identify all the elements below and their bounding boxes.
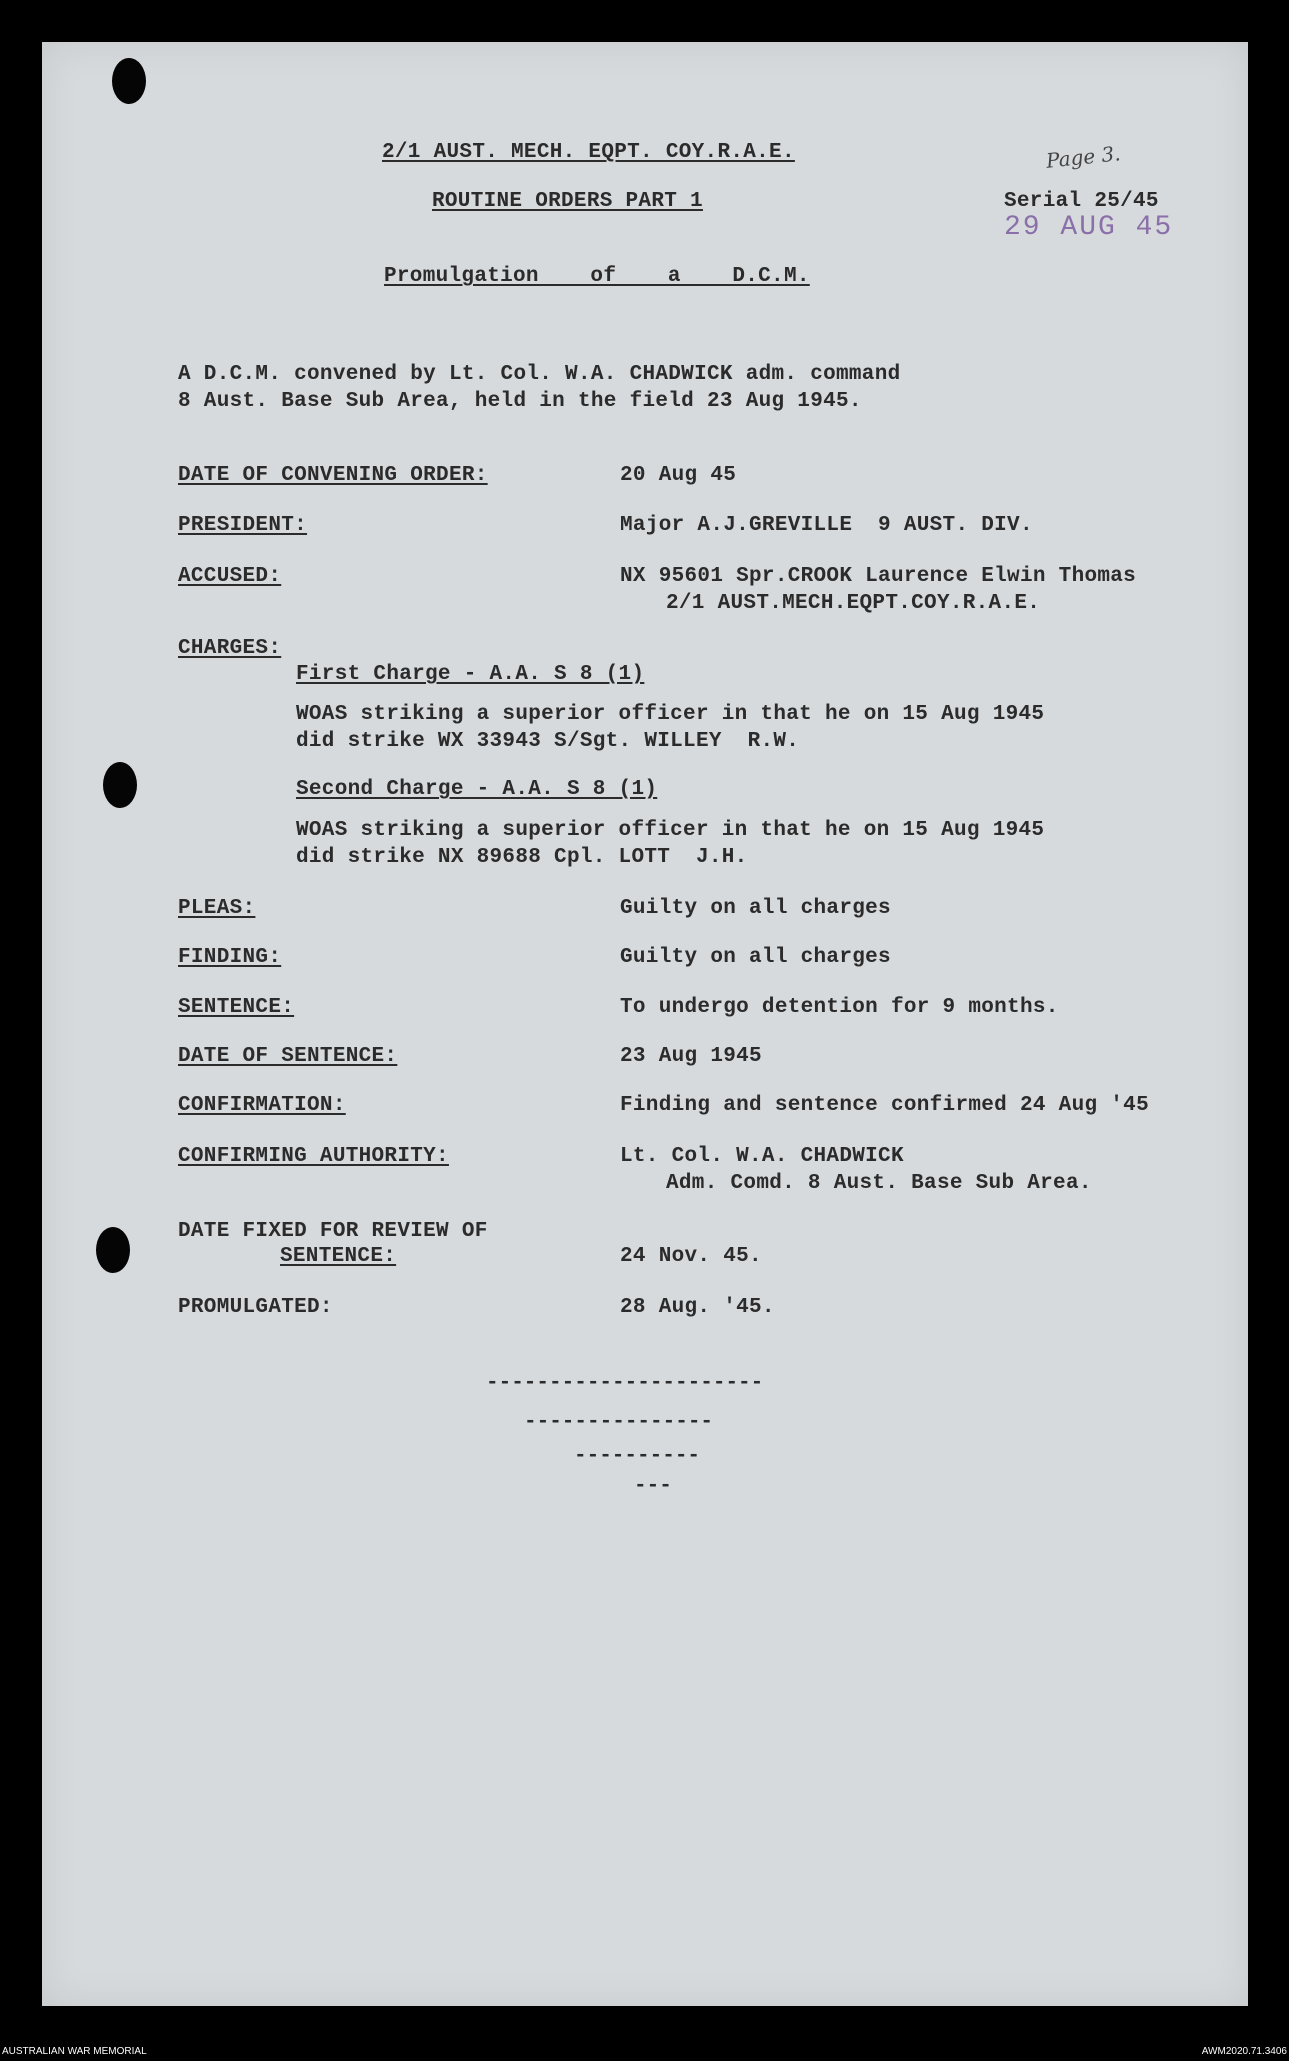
pleas-value: Guilty on all charges <box>620 897 891 920</box>
confirming-authority-value-2: Adm. Comd. 8 Aust. Base Sub Area. <box>666 1172 1092 1195</box>
page-note: Page 3. <box>1044 141 1122 173</box>
unit-heading: 2/1 AUST. MECH. EQPT. COY.R.A.E. <box>382 141 795 164</box>
charge-2-line-2: did strike NX 89688 Cpl. LOTT J.H. <box>296 846 748 869</box>
footer-credit: AUSTRALIAN WAR MEMORIAL <box>2 2046 147 2057</box>
confirming-authority-value-1: Lt. Col. W.A. CHADWICK <box>620 1145 904 1168</box>
footer-reference: AWM2020.71.3406 <box>1201 2046 1287 2057</box>
punch-hole-top <box>112 58 146 104</box>
sentence-label: SENTENCE: <box>178 996 295 1019</box>
convening-value: 20 Aug 45 <box>620 464 737 487</box>
date-stamp: 29 AUG 45 <box>1004 212 1174 243</box>
date-of-sentence-label: DATE OF SENTENCE: <box>178 1045 398 1068</box>
charge-1-title: First Charge - A.A. S 8 (1) <box>296 663 645 686</box>
serial-number: Serial 25/45 <box>1004 190 1159 213</box>
punch-hole-middle <box>103 762 137 808</box>
intro-line-2: 8 Aust. Base Sub Area, held in the field 23 Aug 1945. <box>178 390 862 413</box>
pleas-label: PLEAS: <box>178 897 256 920</box>
president-label: PRESIDENT: <box>178 514 308 537</box>
review-label-2: SENTENCE: <box>280 1245 397 1268</box>
confirmation-label: CONFIRMATION: <box>178 1094 346 1117</box>
finding-label: FINDING: <box>178 946 282 969</box>
accused-value-2: 2/1 AUST.MECH.EQPT.COY.R.A.E. <box>666 592 1041 615</box>
document-title: Promulgation of a D.C.M. <box>384 265 810 288</box>
orders-heading: ROUTINE ORDERS PART 1 <box>432 190 703 213</box>
accused-label: ACCUSED: <box>178 565 282 588</box>
review-label-1: DATE FIXED FOR REVIEW OF <box>178 1220 488 1243</box>
closing-rule-4: --- <box>634 1475 672 1498</box>
document-page <box>42 42 1248 2006</box>
charge-2-title: Second Charge - A.A. S 8 (1) <box>296 778 658 801</box>
confirming-authority-label: CONFIRMING AUTHORITY: <box>178 1145 449 1168</box>
accused-value-1: NX 95601 Spr.CROOK Laurence Elwin Thomas <box>620 565 1137 588</box>
convening-label: DATE OF CONVENING ORDER: <box>178 464 488 487</box>
charge-1-line-2: did strike WX 33943 S/Sgt. WILLEY R.W. <box>296 730 800 753</box>
charge-2-line-1: WOAS striking a superior officer in that he on 15 Aug 1945 <box>296 819 1045 842</box>
closing-rule-2: --------------- <box>524 1411 714 1434</box>
date-of-sentence-value: 23 Aug 1945 <box>620 1045 762 1068</box>
promulgated-label: PROMULGATED: <box>178 1296 333 1319</box>
review-value: 24 Nov. 45. <box>620 1245 762 1268</box>
finding-value: Guilty on all charges <box>620 946 891 969</box>
intro-line-1: A D.C.M. convened by Lt. Col. W.A. CHADWICK adm. command <box>178 363 901 386</box>
charges-label: CHARGES: <box>178 637 282 660</box>
sentence-value: To undergo detention for 9 months. <box>620 996 1059 1019</box>
closing-rule-1: ---------------------- <box>486 1372 764 1395</box>
closing-rule-3: ---------- <box>574 1445 701 1468</box>
charge-1-line-1: WOAS striking a superior officer in that he on 15 Aug 1945 <box>296 703 1045 726</box>
president-value: Major A.J.GREVILLE 9 AUST. DIV. <box>620 514 1033 537</box>
punch-hole-bottom <box>96 1227 130 1273</box>
promulgated-value: 28 Aug. '45. <box>620 1296 775 1319</box>
confirmation-value: Finding and sentence confirmed 24 Aug '45 <box>620 1094 1149 1117</box>
